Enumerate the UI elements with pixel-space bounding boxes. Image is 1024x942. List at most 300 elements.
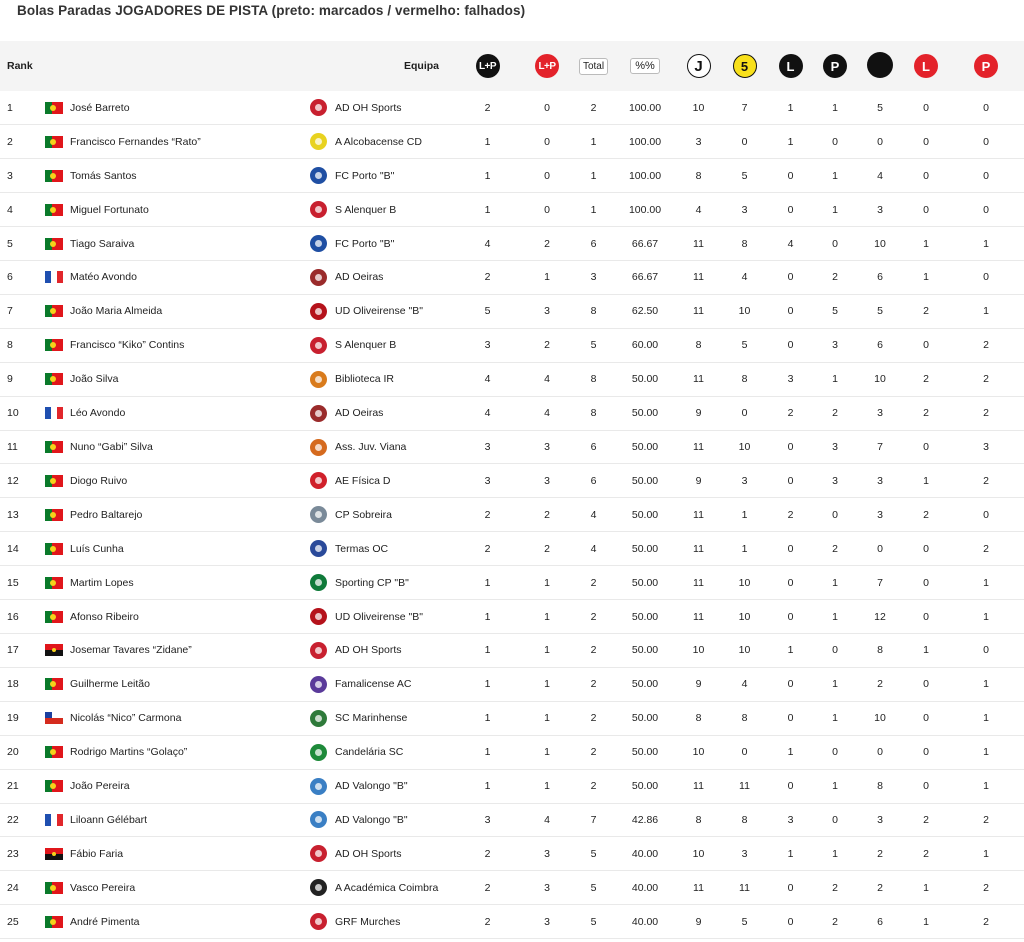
stat-l-cell: 0: [787, 780, 794, 793]
team-name[interactable]: A Alcobacense CD: [335, 135, 422, 148]
player-cell: [45, 701, 310, 735]
player-name[interactable]: Martim Lopes: [70, 576, 134, 589]
stat-lp-cell: 3: [484, 441, 491, 454]
table-row[interactable]: [0, 464, 1024, 498]
flag-icon: [45, 475, 63, 487]
stat-p-cell: 1: [832, 203, 838, 216]
stat-five-cell: 0: [741, 746, 748, 759]
stat-l-cell: 0: [787, 881, 794, 894]
stat-lr-cell: 0: [923, 678, 929, 691]
player-name[interactable]: Josemar Tavares “Zidane”: [70, 644, 192, 657]
stat-lr-cell: 0: [923, 169, 929, 182]
team-name[interactable]: UD Oliveirense "B": [335, 305, 423, 318]
stat-five-cell: 10: [738, 305, 751, 318]
table-row[interactable]: [0, 701, 1024, 735]
team-name[interactable]: Biblioteca IR: [335, 373, 394, 386]
player-name[interactable]: Tomás Santos: [70, 169, 137, 182]
stat-total-cell: 2: [590, 101, 597, 114]
stat-lpr-cell: 1: [544, 644, 550, 657]
team-cell: [310, 362, 453, 396]
stat-five-cell: 5: [741, 169, 748, 182]
stat-total-cell: 4: [590, 508, 597, 521]
stat-pr-cell: 2: [983, 881, 989, 894]
stat-pct-cell: 50.00: [631, 746, 659, 759]
stat-five-cell: 5: [741, 339, 748, 352]
team-crest-icon: [310, 879, 327, 896]
player-name[interactable]: Léo Avondo: [70, 407, 126, 420]
table-row[interactable]: [0, 193, 1024, 227]
stat-dot-cell: 3: [877, 407, 883, 420]
flag-icon: [45, 373, 63, 385]
player-cell: [45, 159, 310, 193]
stat-dot-cell: 10: [874, 712, 886, 725]
stat-lr-cell: 1: [923, 271, 929, 284]
stat-p-cell: 2: [832, 915, 838, 928]
header-player: [45, 41, 310, 91]
stat-lp-cell: 2: [484, 542, 491, 555]
stat-five-cell: 4: [741, 271, 748, 284]
header-percent[interactable]: [615, 41, 675, 91]
stat-l-cell: 3: [787, 373, 794, 386]
player-name[interactable]: Diogo Ruivo: [70, 474, 128, 487]
flag-icon: [45, 102, 63, 114]
stat-dot-cell: 0: [877, 746, 883, 759]
stat-total-cell: 1: [590, 203, 597, 216]
stat-j-cell: 11: [693, 542, 704, 555]
player-name[interactable]: Francisco Fernandes “Rato”: [70, 135, 201, 148]
stat-l-cell: 4: [787, 237, 794, 250]
team-crest-icon: [310, 710, 327, 727]
team-cell: [310, 464, 453, 498]
table-row[interactable]: [0, 328, 1024, 362]
player-name[interactable]: José Barreto: [70, 101, 130, 114]
team-name[interactable]: AD Oeiras: [335, 407, 384, 420]
rank-cell: 18: [7, 678, 19, 691]
stat-j-cell: 11: [693, 305, 704, 318]
stat-dot-cell: 0: [877, 135, 883, 148]
team-cell: [310, 871, 453, 905]
stat-p-cell: 2: [832, 271, 838, 284]
player-name[interactable]: Fábio Faria: [70, 847, 124, 860]
table-row[interactable]: [0, 634, 1024, 668]
table-row[interactable]: [0, 498, 1024, 532]
stat-pr-cell: 2: [983, 813, 989, 826]
stat-pct-cell: 50.00: [631, 542, 659, 555]
rank-cell: 22: [7, 813, 19, 826]
stat-lp-cell: 2: [484, 101, 491, 114]
stat-p-cell: 0: [832, 237, 838, 250]
team-name[interactable]: A Académica Coimbra: [335, 881, 439, 894]
stat-lr-cell: 1: [923, 915, 929, 928]
player-name[interactable]: André Pimenta: [70, 915, 140, 928]
stat-lpr-cell: 3: [544, 441, 550, 454]
stat-lp-cell: 2: [484, 915, 491, 928]
stat-l-cell: 0: [787, 271, 794, 284]
stat-pr-cell: 2: [983, 474, 989, 487]
team-name[interactable]: AD Oeiras: [335, 271, 384, 284]
stat-j-cell: 9: [695, 678, 702, 691]
table-row[interactable]: [0, 125, 1024, 159]
stat-lpr-cell: 0: [544, 101, 550, 114]
flag-icon: [45, 509, 63, 521]
stat-lr-cell: 1: [923, 237, 929, 250]
team-cell: [310, 498, 453, 532]
rank-cell: 2: [7, 135, 13, 148]
stat-p-cell: 1: [832, 712, 838, 725]
black-dot-icon: [867, 52, 893, 78]
stat-pct-cell: 50.00: [631, 373, 659, 386]
team-cell: [310, 159, 453, 193]
header-p-missed[interactable]: [948, 41, 1024, 91]
player-cell: [45, 566, 310, 600]
stat-dot-cell: 3: [877, 508, 883, 521]
team-name[interactable]: AD OH Sports: [335, 644, 402, 657]
player-cell: [45, 905, 310, 939]
stat-pr-cell: 0: [983, 271, 989, 284]
team-cell: [310, 261, 453, 295]
stat-p-cell: 0: [832, 813, 838, 826]
table-row[interactable]: [0, 396, 1024, 430]
stat-j-cell: 11: [693, 610, 704, 623]
stat-five-cell: 10: [738, 576, 751, 589]
stat-pct-cell: 100.00: [628, 169, 662, 182]
team-crest-icon: [310, 99, 327, 116]
team-name[interactable]: AD Valongo "B": [335, 813, 408, 826]
stat-five-cell: 10: [738, 441, 751, 454]
rank-cell: 5: [7, 237, 13, 250]
team-name[interactable]: SC Marinhense: [335, 712, 408, 725]
stat-p-cell: 0: [832, 644, 838, 657]
team-name[interactable]: GRF Murches: [335, 915, 401, 928]
rank-cell: 23: [7, 847, 19, 860]
stat-total-cell: 5: [590, 339, 597, 352]
table-row[interactable]: [0, 566, 1024, 600]
stat-l-cell: 0: [787, 915, 794, 928]
stat-j-cell: 10: [692, 101, 705, 114]
player-name[interactable]: Rodrigo Martins “Golaço”: [70, 746, 188, 759]
team-crest-icon: [310, 608, 327, 625]
player-cell: [45, 362, 310, 396]
player-cell: [45, 328, 310, 362]
team-cell: [310, 566, 453, 600]
table-row[interactable]: [0, 294, 1024, 328]
table-row[interactable]: [0, 803, 1024, 837]
stat-five-cell: 8: [741, 237, 748, 250]
lp-missed-icon: L+P: [535, 54, 559, 78]
flag-icon: [45, 543, 63, 555]
stat-l-cell: 3: [787, 813, 794, 826]
flag-icon: [45, 916, 63, 928]
stat-lr-cell: 0: [923, 746, 929, 759]
stat-lr-cell: 1: [923, 644, 929, 657]
stat-pr-cell: 1: [983, 237, 989, 250]
table-row[interactable]: [0, 600, 1024, 634]
table-row[interactable]: [0, 769, 1024, 803]
stat-lr-cell: 2: [923, 508, 929, 521]
player-name[interactable]: Afonso Ribeiro: [70, 610, 139, 623]
header-total[interactable]: [572, 41, 615, 91]
stat-l-cell: 1: [787, 135, 794, 148]
stat-pct-cell: 50.00: [631, 441, 659, 454]
team-name[interactable]: UD Oliveirense "B": [335, 610, 423, 623]
player-name[interactable]: Vasco Pereira: [70, 881, 136, 894]
flag-icon: [45, 644, 63, 656]
stat-total-cell: 5: [590, 915, 597, 928]
table-row[interactable]: [0, 735, 1024, 769]
stat-lp-cell: 1: [484, 169, 491, 182]
stat-pct-cell: 66.67: [631, 237, 659, 250]
stat-lp-cell: 3: [484, 339, 491, 352]
table-row[interactable]: [0, 91, 1024, 125]
table-row[interactable]: [0, 532, 1024, 566]
stat-pr-cell: 2: [983, 339, 989, 352]
stat-lpr-cell: 1: [544, 746, 550, 759]
table-row[interactable]: [0, 430, 1024, 464]
table-row[interactable]: [0, 159, 1024, 193]
stat-p-cell: 5: [832, 305, 838, 318]
stat-j-cell: 10: [692, 746, 705, 759]
stat-total-cell: 2: [590, 610, 597, 623]
stat-j-cell: 8: [695, 169, 702, 182]
stat-total-cell: 8: [590, 373, 597, 386]
team-name[interactable]: FC Porto "B": [335, 237, 395, 250]
stat-j-cell: 4: [695, 203, 702, 216]
player-name[interactable]: Nicolás “Nico” Carmona: [70, 712, 182, 725]
total-label: Total: [579, 58, 608, 75]
team-cell: [310, 667, 453, 701]
stat-pr-cell: 2: [983, 373, 989, 386]
team-name[interactable]: Ass. Juv. Viana: [335, 441, 407, 454]
rank-cell: 25: [7, 915, 19, 928]
stat-dot-cell: 4: [877, 169, 883, 182]
player-name[interactable]: Nuno “Gabi” Silva: [70, 441, 153, 454]
team-name[interactable]: S Alenquer B: [335, 203, 397, 216]
header-l-scored[interactable]: [767, 41, 814, 91]
header-team[interactable]: Equipa: [403, 60, 439, 72]
stat-p-cell: 0: [832, 508, 838, 521]
player-name[interactable]: João Pereira: [70, 780, 130, 793]
stat-dot-cell: 2: [877, 847, 883, 860]
player-name[interactable]: Francisco “Kiko” Contins: [70, 339, 185, 352]
stat-dot-cell: 7: [877, 576, 883, 589]
team-crest-icon: [310, 303, 327, 320]
stat-lr-cell: 1: [923, 474, 929, 487]
team-cell: [310, 803, 453, 837]
header-five[interactable]: [722, 41, 767, 91]
stat-pr-cell: 1: [983, 746, 989, 759]
team-crest-icon: [310, 845, 327, 862]
stat-p-cell: 1: [832, 678, 838, 691]
flag-icon: [45, 577, 63, 589]
header-games[interactable]: [675, 41, 722, 91]
flag-icon: [45, 339, 63, 351]
stat-l-cell: 0: [787, 712, 794, 725]
rank-cell: 17: [7, 644, 19, 657]
stat-lpr-cell: 3: [544, 847, 550, 860]
header-l-missed[interactable]: [904, 41, 948, 91]
player-cell: [45, 227, 310, 261]
stat-five-cell: 3: [741, 474, 748, 487]
player-name[interactable]: Matéo Avondo: [70, 271, 137, 284]
team-cell: [310, 294, 453, 328]
stat-total-cell: 1: [590, 169, 597, 182]
table-row[interactable]: [0, 227, 1024, 261]
rank-cell: 20: [7, 746, 19, 759]
stat-total-cell: 6: [590, 237, 597, 250]
team-name[interactable]: AD Valongo "B": [335, 780, 408, 793]
stat-dot-cell: 2: [877, 678, 883, 691]
player-name[interactable]: Guilherme Leitão: [70, 678, 150, 691]
team-cell: [310, 532, 453, 566]
rank-cell: 3: [7, 169, 13, 182]
team-cell: [310, 396, 453, 430]
stat-lp-cell: 3: [484, 474, 491, 487]
stat-lp-cell: 4: [484, 373, 491, 386]
player-cell: [45, 600, 310, 634]
header-lp-missed[interactable]: [522, 41, 572, 91]
table-row[interactable]: [0, 362, 1024, 396]
stat-l-cell: 0: [787, 542, 794, 555]
stat-lr-cell: 0: [923, 339, 929, 352]
stat-l-cell: 1: [787, 644, 794, 657]
rank-cell: 6: [7, 271, 13, 284]
header-dot[interactable]: [856, 41, 904, 91]
stat-lpr-cell: 3: [544, 474, 550, 487]
stat-j-cell: 11: [693, 576, 704, 589]
team-name[interactable]: S Alenquer B: [335, 339, 397, 352]
rank-cell: 21: [7, 780, 19, 793]
stat-lpr-cell: 1: [544, 780, 550, 793]
player-cell: [45, 430, 310, 464]
team-name[interactable]: Termas OC: [335, 542, 389, 555]
player-cell: [45, 294, 310, 328]
table-row[interactable]: [0, 905, 1024, 939]
flag-icon: [45, 611, 63, 623]
player-name[interactable]: Luís Cunha: [70, 542, 124, 555]
p-missed-icon: P: [974, 54, 998, 78]
team-crest-icon: [310, 574, 327, 591]
stat-lp-cell: 4: [484, 237, 491, 250]
team-name[interactable]: CP Sobreira: [335, 508, 393, 521]
player-name[interactable]: Liloann Gélébart: [70, 813, 148, 826]
player-name[interactable]: João Maria Almeida: [70, 305, 163, 318]
header-rank[interactable]: Rank: [7, 60, 33, 72]
stat-l-cell: 0: [787, 678, 794, 691]
team-crest-icon: [310, 201, 327, 218]
player-name[interactable]: João Silva: [70, 373, 119, 386]
player-cell: [45, 769, 310, 803]
stat-lr-cell: 0: [923, 712, 929, 725]
player-name[interactable]: Miguel Fortunato: [70, 203, 149, 216]
stat-p-cell: 1: [832, 780, 838, 793]
stat-p-cell: 0: [832, 746, 838, 759]
stat-pr-cell: 1: [983, 610, 989, 623]
player-cell: [45, 193, 310, 227]
team-cell: [310, 91, 453, 125]
stat-dot-cell: 10: [874, 373, 886, 386]
player-cell: [45, 667, 310, 701]
flag-icon: [45, 441, 63, 453]
table-row[interactable]: [0, 837, 1024, 871]
flag-icon: [45, 678, 63, 690]
rank-cell: 4: [7, 203, 13, 216]
team-crest-icon: [310, 133, 327, 150]
stat-total-cell: 3: [590, 271, 597, 284]
stat-dot-cell: 12: [874, 610, 886, 623]
stat-lpr-cell: 0: [544, 203, 550, 216]
stat-total-cell: 8: [590, 305, 597, 318]
stat-pct-cell: 50.00: [631, 610, 659, 623]
team-name[interactable]: AD OH Sports: [335, 847, 402, 860]
games-icon: J: [687, 54, 711, 78]
rank-cell: 19: [7, 712, 19, 725]
stat-l-cell: 1: [787, 746, 794, 759]
rank-cell: 11: [7, 441, 18, 454]
team-name[interactable]: FC Porto "B": [335, 169, 395, 182]
stat-j-cell: 11: [693, 881, 704, 894]
stat-pct-cell: 50.00: [631, 644, 659, 657]
stat-lp-cell: 1: [484, 746, 491, 759]
header-lp-scored[interactable]: [453, 41, 522, 91]
l-scored-icon: L: [779, 54, 803, 78]
stat-l-cell: 0: [787, 339, 794, 352]
stat-pct-cell: 100.00: [628, 135, 662, 148]
stat-total-cell: 4: [590, 542, 597, 555]
team-crest-icon: [310, 778, 327, 795]
stat-total-cell: 5: [590, 847, 597, 860]
stat-pr-cell: 1: [983, 305, 989, 318]
stat-five-cell: 0: [741, 135, 748, 148]
stat-five-cell: 1: [741, 542, 748, 555]
stat-dot-cell: 6: [877, 339, 883, 352]
team-name[interactable]: AD OH Sports: [335, 101, 402, 114]
player-name[interactable]: Tiago Saraiva: [70, 237, 135, 250]
stat-lpr-cell: 3: [544, 305, 550, 318]
rank-cell: 15: [7, 576, 19, 589]
stat-pr-cell: 2: [983, 407, 989, 420]
team-crest-icon: [310, 269, 327, 286]
stat-pct-cell: 60.00: [631, 339, 659, 352]
stat-lpr-cell: 0: [544, 135, 550, 148]
stat-dot-cell: 0: [877, 542, 883, 555]
team-name[interactable]: Sporting CP "B": [335, 576, 409, 589]
stat-lpr-cell: 0: [544, 169, 550, 182]
flag-icon: [45, 238, 63, 250]
team-name[interactable]: Famalicense AC: [335, 678, 412, 691]
stat-total-cell: 2: [590, 678, 597, 691]
table-row[interactable]: [0, 261, 1024, 295]
flag-icon: [45, 712, 63, 724]
flag-icon: [45, 136, 63, 148]
table-row[interactable]: [0, 871, 1024, 905]
stat-pct-cell: 50.00: [631, 508, 659, 521]
team-name[interactable]: AE Física D: [335, 474, 391, 487]
stat-lr-cell: 2: [923, 407, 929, 420]
table-row[interactable]: [0, 667, 1024, 701]
stat-p-cell: 1: [832, 373, 838, 386]
stat-lp-cell: 4: [484, 407, 491, 420]
team-crest-icon: [310, 371, 327, 388]
player-name[interactable]: Pedro Baltarejo: [70, 508, 143, 521]
stat-pr-cell: 1: [983, 576, 989, 589]
stat-lpr-cell: 2: [544, 508, 550, 521]
stat-pct-cell: 66.67: [631, 271, 659, 284]
header-p-scored[interactable]: [814, 41, 856, 91]
stat-lr-cell: 2: [923, 373, 929, 386]
stat-pct-cell: 50.00: [631, 407, 659, 420]
team-name[interactable]: Candelária SC: [335, 746, 404, 759]
stat-l-cell: 0: [787, 169, 794, 182]
